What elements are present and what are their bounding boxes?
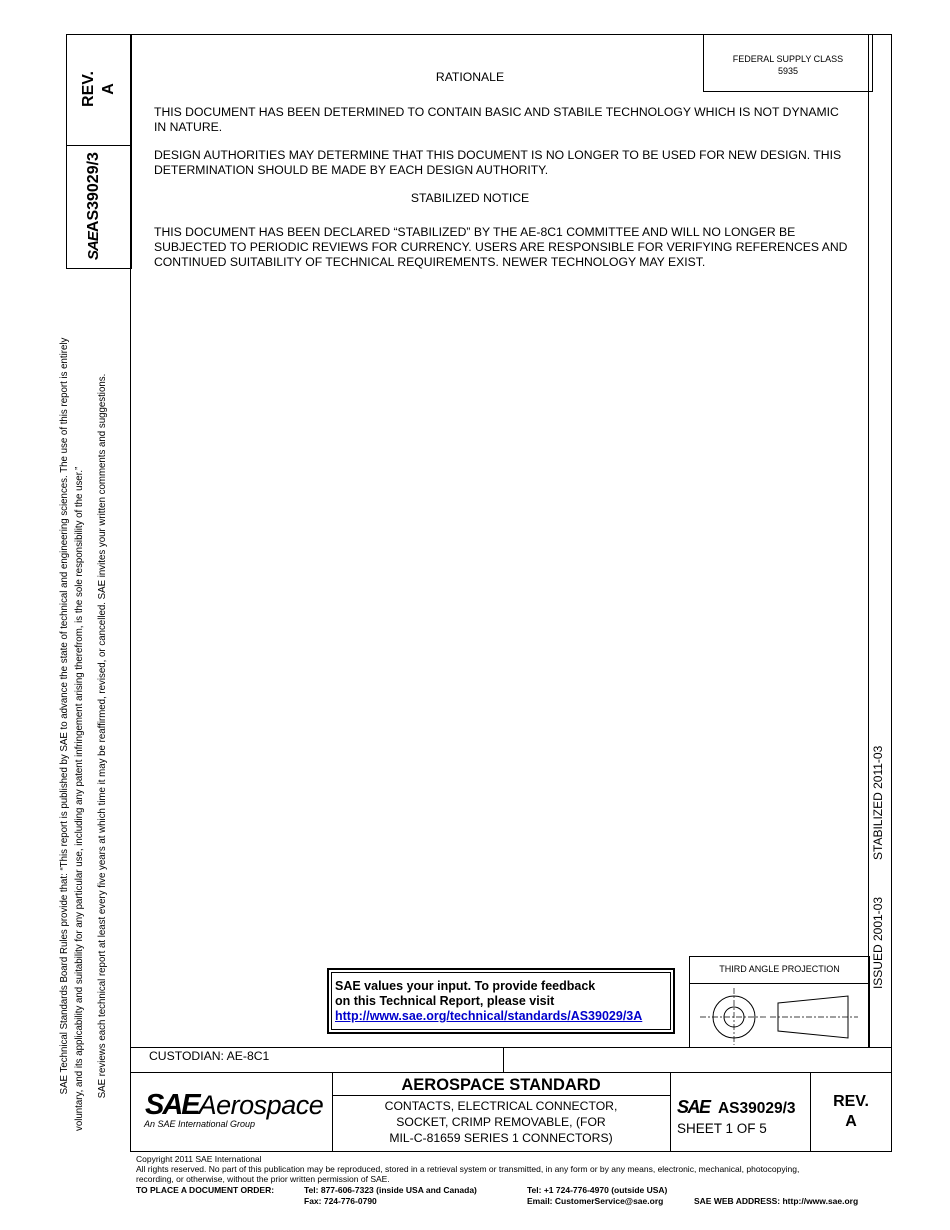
third-angle-projection-icon bbox=[690, 985, 869, 1047]
issued-date: ISSUED 2001-03 bbox=[871, 896, 885, 990]
stabilized-notice-heading: STABILIZED NOTICE bbox=[410, 191, 530, 205]
sae-logo-mark: SAE bbox=[145, 1089, 199, 1121]
projection-divider bbox=[689, 983, 870, 984]
title-rev-value: A bbox=[845, 1113, 857, 1130]
title-block-subline bbox=[332, 1095, 670, 1096]
title-sae-logo: SAE bbox=[677, 1097, 710, 1117]
stabilized-notice-paragraph: THIS DOCUMENT HAS BEEN DECLARED “STABILIZED” BY THE AE-8C1 COMMITTEE AND WILL NO LONGER BE SUBJECTED TO PERIODIC REVIEWS FOR CURRENCY. USERS ARE RESPONSIBLE FOR VERIFYING REFERENCES AND CONTINUED SUITABILITY OF TECHNICAL REQUIREMENTS. NEWER TECHNOLOGY MAY EXIST. bbox=[154, 225, 848, 269]
footer-rights-line-1: All rights reserved. No part of this publication may be reproduced, stored in a retrieval system or transmitted, in any form or by any means, electronic, mechanical, photocopying, bbox=[136, 1164, 800, 1174]
title-block-divider-2 bbox=[670, 1072, 671, 1152]
rationale-paragraph-1: THIS DOCUMENT HAS BEEN DETERMINED TO CONTAIN BASIC AND STABILE TECHNOLOGY WHICH IS NOT DYNAMIC IN NATURE. bbox=[154, 105, 839, 134]
aerospace-logo-word: Aerospace bbox=[198, 1090, 324, 1120]
title-line-1: CONTACTS, ELECTRICAL CONNECTOR, bbox=[384, 1099, 618, 1113]
side-rev-value: A bbox=[100, 83, 117, 95]
feedback-link[interactable]: http://www.sae.org/technical/standards/AS39029/3A bbox=[335, 1009, 643, 1023]
side-doc-number bbox=[84, 151, 104, 261]
review-notice: SAE reviews each technical report at least every five years at which time it may be reaffirmed, revised, or cancelled. SAE invites your written comments and suggestions. bbox=[97, 373, 108, 1099]
footer-tel-us: Tel: 877-606-7323 (inside USA and Canada) bbox=[304, 1185, 477, 1195]
rationale-paragraph-2: DESIGN AUTHORITIES MAY DETERMINE THAT THIS DOCUMENT IS NO LONGER TO BE USED FOR NEW DESIGN. THIS DETERMINATION SHOULD BE MADE BY EACH DESIGN AUTHORITY. bbox=[154, 148, 842, 177]
logo-tagline: An SAE International Group bbox=[144, 1119, 256, 1129]
feedback-line-2: on this Technical Report, please visit bbox=[335, 994, 555, 1008]
title-block-top-line bbox=[130, 1072, 892, 1073]
title-doc-number bbox=[677, 1097, 796, 1119]
title-doc-number-text: AS39029/3 bbox=[717, 1100, 796, 1117]
board-rules-notice-line1: SAE Technical Standards Board Rules provide that: “This report is published by SAE to advance the state of technical and engineering sciences. The use of this report is entirely bbox=[59, 337, 70, 1095]
stabilized-date: STABILIZED 2011-03 bbox=[871, 745, 885, 860]
title-rev-label: REV. bbox=[833, 1093, 869, 1110]
custodian-divider bbox=[503, 1047, 504, 1073]
title-line-2: SOCKET, CRIMP REMOVABLE, (FOR bbox=[396, 1115, 606, 1129]
footer-order-label: TO PLACE A DOCUMENT ORDER: bbox=[136, 1185, 275, 1195]
projection-label: THIRD ANGLE PROJECTION bbox=[719, 964, 840, 974]
footer-copyright: Copyright 2011 SAE International bbox=[136, 1154, 262, 1164]
side-doc-number-text: AS39029/3 bbox=[85, 152, 102, 233]
feedback-line-1: SAE values your input. To provide feedback bbox=[335, 979, 596, 993]
footer-email: Email: CustomerService@sae.org bbox=[527, 1196, 664, 1206]
footer-web-address: SAE WEB ADDRESS: http://www.sae.org bbox=[694, 1196, 859, 1206]
footer-fax: Fax: 724-776-0790 bbox=[304, 1196, 377, 1206]
right-column-divider bbox=[868, 34, 869, 1048]
standard-type: AEROSPACE STANDARD bbox=[401, 1076, 601, 1094]
sae-aerospace-logo bbox=[145, 1090, 323, 1120]
sheet-number: SHEET 1 OF 5 bbox=[677, 1121, 767, 1136]
side-sae-logo: SAE bbox=[85, 232, 102, 260]
footer-rights-line-2: recording, or otherwise, without the prior written permission of SAE. bbox=[136, 1174, 390, 1184]
custodian-label: CUSTODIAN: AE-8C1 bbox=[149, 1049, 270, 1063]
footer-tel-intl: Tel: +1 724-776-4970 (outside USA) bbox=[527, 1185, 668, 1195]
title-line-3: MIL-C-81659 SERIES 1 CONNECTORS) bbox=[389, 1131, 613, 1145]
federal-supply-class-number: 5935 bbox=[777, 66, 799, 76]
federal-supply-class-label: FEDERAL SUPPLY CLASS bbox=[732, 54, 844, 64]
custodian-top-line bbox=[130, 1047, 892, 1048]
rationale-heading: RATIONALE bbox=[435, 70, 505, 84]
board-rules-notice-line2: voluntary, and its applicability and suitability for any particular use, including any patent infringement arising therefrom, is the sole responsibility of the user.” bbox=[74, 466, 85, 1131]
side-rev-label: REV. bbox=[80, 71, 97, 107]
